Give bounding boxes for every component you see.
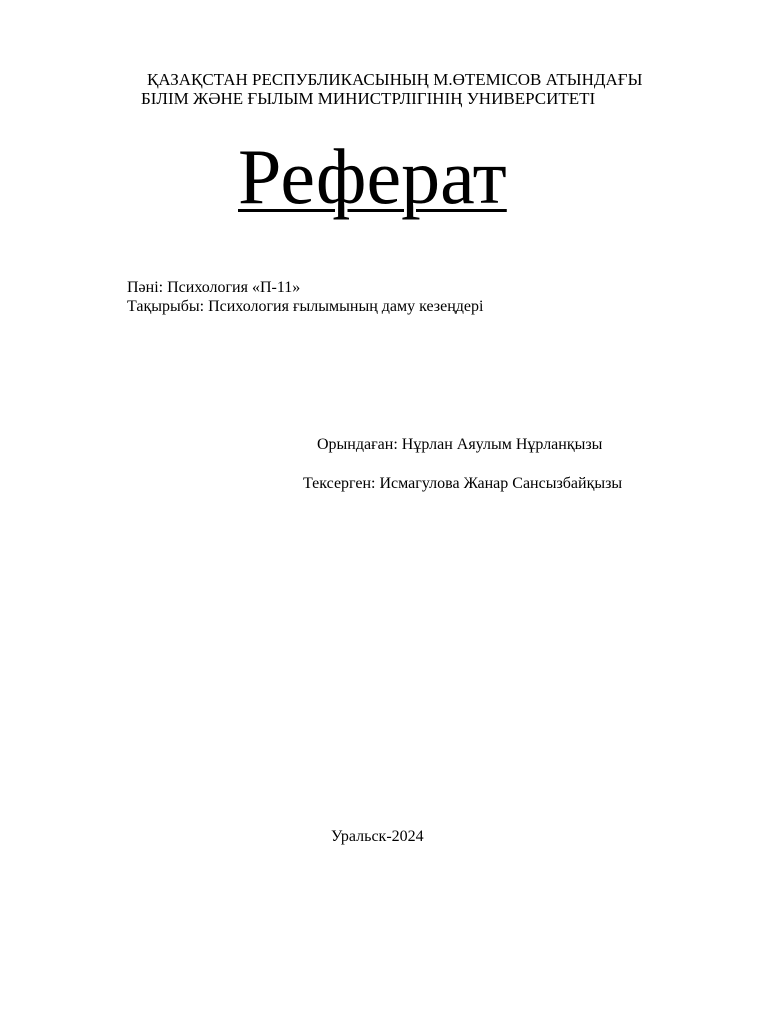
- city-year: Уральск-2024: [331, 828, 424, 845]
- checker-line: Тексерген: Исмагулова Жанар Сансызбайқызы: [303, 475, 623, 492]
- subject-line: Пәні: Психология «П-11»: [127, 279, 301, 296]
- university-name-line-2: БІЛІМ ЖӘНЕ ҒЫЛЫМ МИНИСТРЛІГІНІҢ УНИВЕРСИТЕТІ: [141, 89, 596, 108]
- university-name-line-1: ҚАЗАҚСТАН РЕСПУБЛИКАСЫНЫҢ М.ӨТЕМІСОВ АТЫНДАҒЫ: [147, 70, 643, 89]
- document-title: Реферат: [238, 133, 507, 220]
- performer-line: Орындаған: Нұрлан Аяулым Нұрланқызы: [317, 436, 603, 453]
- topic-line: Тақырыбы: Психология ғылымының даму кезеңдері: [127, 298, 484, 315]
